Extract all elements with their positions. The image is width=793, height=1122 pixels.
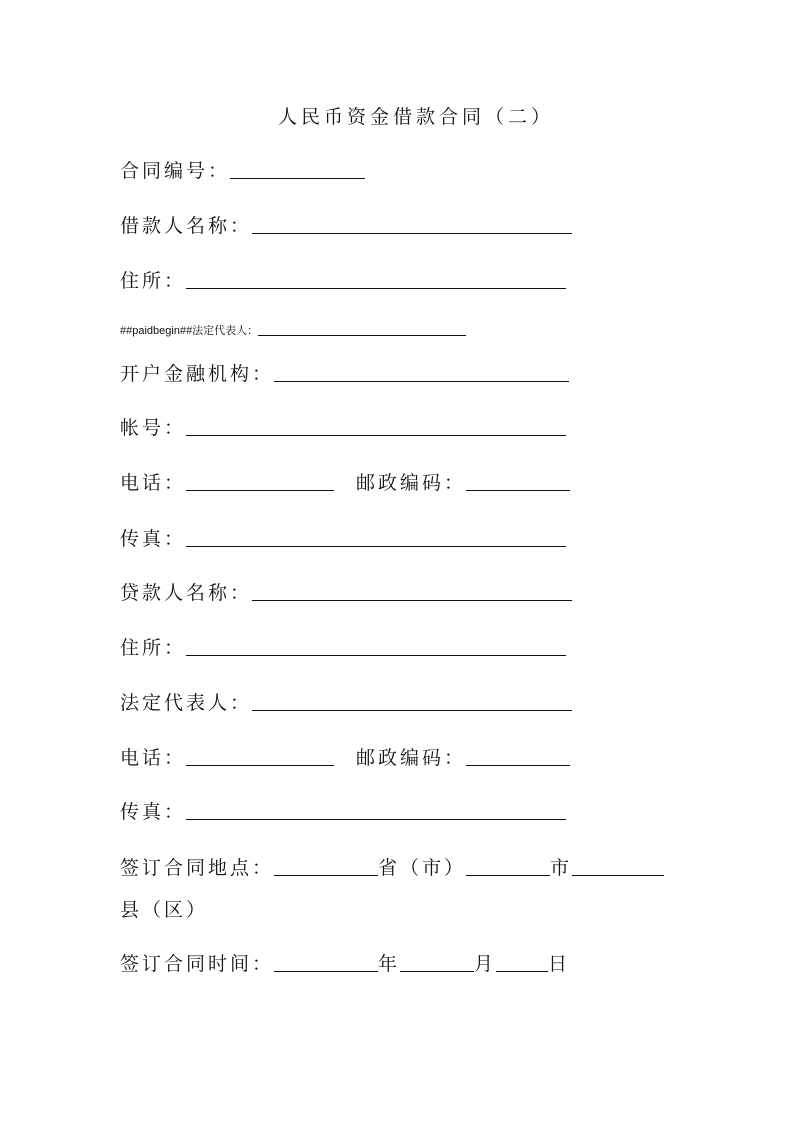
borrower-fax-label: 传真： [120, 528, 187, 550]
lender-contact-line [120, 742, 570, 770]
bank-field[interactable] [274, 381, 569, 382]
lender-name-field[interactable] [252, 600, 572, 601]
lender-phone-label: 电话： [120, 747, 187, 769]
lender-phone-field[interactable] [186, 765, 334, 766]
lender-address-label: 住所： [120, 637, 187, 659]
lender-address-field[interactable] [186, 655, 566, 656]
borrower-legal-rep-field[interactable] [258, 335, 466, 336]
account-field[interactable] [186, 435, 566, 436]
year-field[interactable] [274, 971, 378, 972]
sign-time-label: 签订合同时间： [120, 953, 275, 975]
day-field[interactable] [496, 971, 548, 972]
lender-name-label: 贷款人名称： [120, 582, 253, 604]
document-title: 人民币资金借款合同（二） [277, 106, 554, 128]
lender-address-line [120, 632, 566, 660]
borrower-address-field[interactable] [186, 288, 566, 289]
contract-number-label: 合同编号： [120, 160, 231, 182]
bank-label: 开户金融机构： [120, 363, 275, 385]
county-field[interactable] [572, 875, 664, 876]
borrower-fax-field[interactable] [186, 546, 566, 547]
sign-place-label: 签订合同地点： [120, 857, 275, 879]
city-label: 市 [550, 857, 573, 879]
borrower-address-label: 住所： [120, 270, 187, 292]
lender-postcode-label: 邮政编码： [356, 747, 467, 769]
month-label: 月 [474, 953, 497, 975]
borrower-phone-field[interactable] [186, 490, 334, 491]
lender-name-line [120, 577, 572, 605]
account-label: 帐号： [120, 417, 187, 439]
county-line [120, 894, 208, 922]
bank-line [120, 358, 569, 386]
lender-fax-line [120, 796, 566, 824]
borrower-name-line [120, 210, 572, 238]
account-line [120, 412, 566, 440]
contract-number-line [120, 155, 365, 183]
year-label: 年 [378, 953, 401, 975]
borrower-fax-line [120, 523, 566, 551]
legal-rep-field[interactable] [252, 710, 572, 711]
borrower-name-field[interactable] [252, 233, 572, 234]
province-field[interactable] [274, 875, 378, 876]
borrower-postcode-label: 邮政编码： [356, 472, 467, 494]
borrower-contact-line [120, 467, 570, 495]
sign-time-line [120, 948, 570, 976]
county-label: 县（区） [120, 899, 209, 921]
lender-fax-field[interactable] [186, 819, 566, 820]
sign-place-line [120, 852, 664, 880]
legal-rep-label: 法定代表人： [120, 692, 253, 714]
borrower-address-line [120, 265, 566, 293]
month-field[interactable] [400, 971, 474, 972]
city-field[interactable] [466, 875, 550, 876]
contract-number-field[interactable] [230, 178, 365, 179]
borrower-phone-label: 电话： [120, 472, 187, 494]
borrower-postcode-field[interactable] [466, 490, 570, 491]
legal-rep-line [120, 687, 572, 715]
lender-postcode-field[interactable] [466, 765, 570, 766]
borrower-legal-rep-line [120, 322, 466, 338]
province-label: 省（市） [378, 857, 467, 879]
borrower-name-label: 借款人名称： [120, 215, 253, 237]
lender-fax-label: 传真： [120, 801, 187, 823]
day-label: 日 [548, 953, 571, 975]
paid-marker-label: ##paidbegin##法定代表人： [120, 325, 259, 337]
